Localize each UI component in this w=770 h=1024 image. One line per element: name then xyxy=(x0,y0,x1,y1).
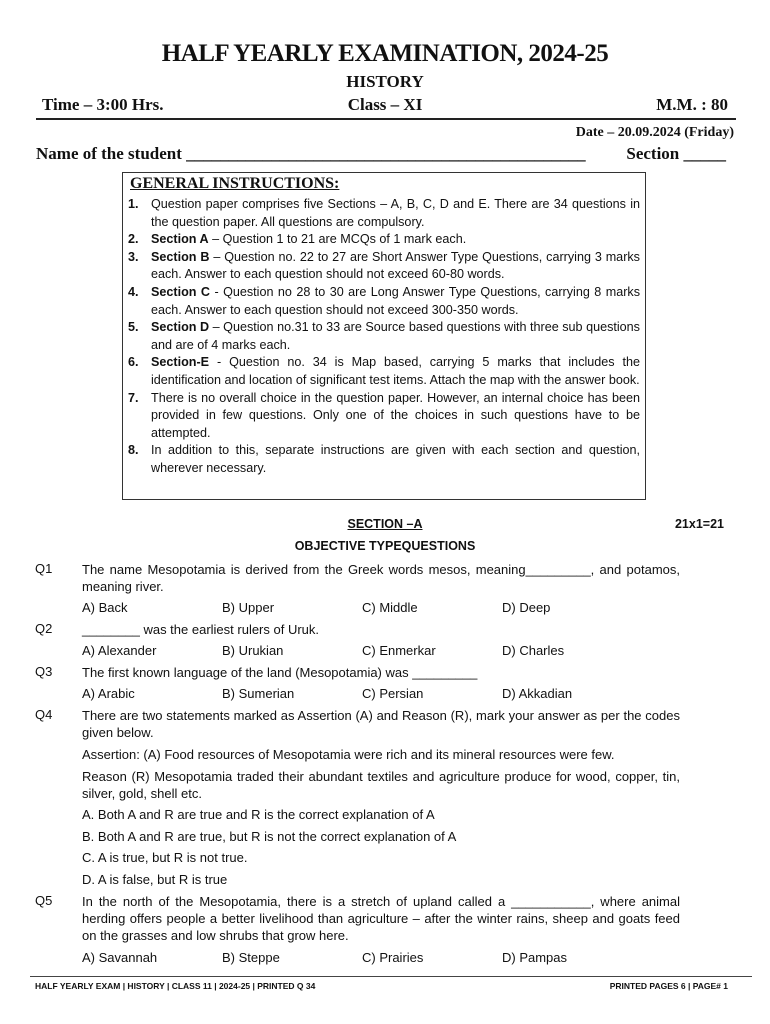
exam-title: HALF YEARLY EXAMINATION, 2024-25 xyxy=(161,40,609,67)
question-text: The first known language of the land (Mesopotamia) was _________ xyxy=(82,665,478,680)
header-divider xyxy=(36,118,736,120)
instructions-list xyxy=(128,196,640,478)
option: A) Arabic xyxy=(82,686,135,701)
instruction-item: 8. In addition to this, separate instructions are given with each section and question, wherever necessary. xyxy=(128,443,640,475)
option: C. A is true, but R is not true. xyxy=(82,850,248,865)
reason-text: Reason (R) Mesopotamia traded their abundant textiles and agriculture produce for wood, copper, tin, silver, gold, shell etc. xyxy=(82,769,680,801)
exam-date: Date – 20.09.2024 (Friday) xyxy=(575,125,734,140)
assertion-text: Assertion: (A) Food resources of Mesopotamia were rich and its mineral resources were few. xyxy=(82,747,615,762)
question-text: The name Mesopotamia is derived from the Greek words mesos, meaning_________, and potamos, meaning river. xyxy=(82,562,680,594)
question-number: Q5 xyxy=(35,893,53,908)
option: B) Urukian xyxy=(222,643,284,658)
option: D) Akkadian xyxy=(502,686,573,701)
question-text: ________ was the earliest rulers of Uruk. xyxy=(82,622,320,637)
question-number: Q1 xyxy=(35,561,53,576)
option: B) Steppe xyxy=(222,950,280,965)
subject-heading: HISTORY xyxy=(346,72,424,91)
option: B) Upper xyxy=(222,600,275,615)
question-number: Q4 xyxy=(35,707,53,722)
footer-info: HALF YEARLY EXAM | HISTORY | CLASS 11 | 2024-25 | PRINTED Q 34 xyxy=(35,981,316,991)
option: A) Alexander xyxy=(82,643,157,658)
instruction-item: 4. Section C - Question no 28 to 30 are Long Answer Type Questions, carrying 8 marks each. Answer to each question should not exceed 300-350 words. xyxy=(128,284,640,317)
exam-time: Time – 3:00 Hrs. xyxy=(42,95,164,114)
footer-divider xyxy=(30,976,752,977)
section-a-heading: SECTION –A xyxy=(347,517,423,531)
option: C) Enmerkar xyxy=(362,643,436,658)
max-marks: M.M. : 80 xyxy=(656,95,728,114)
question-number: Q2 xyxy=(35,621,53,636)
option: D. A is false, but R is true xyxy=(82,872,228,887)
instructions-title: GENERAL INSTRUCTIONS: xyxy=(130,175,340,192)
option: C) Persian xyxy=(362,686,424,701)
instruction-item: 2. Section A – Question 1 to 21 are MCQs of 1 mark each. xyxy=(128,232,467,247)
instruction-item: 5. Section D – Question no.31 to 33 are Source based questions with three sub questions and are of 4 marks each. xyxy=(128,320,640,352)
section-a-marks: 21x1=21 xyxy=(674,517,724,531)
question-text: In the north of the Mesopotamia, there is a stretch of upland called a ___________, where animal herding offers people a better livelihood than agriculture – after the winter rains, sheep and goats feed on the grasses and low shrubs that grow here. xyxy=(82,894,680,943)
question-number: Q3 xyxy=(35,664,53,679)
question-text: There are two statements marked as Assertion (A) and Reason (R), mark your answer as per the codes given below. xyxy=(82,708,680,740)
option: C) Middle xyxy=(362,600,418,615)
option: A. Both A and R are true and R is the correct explanation of A xyxy=(82,807,435,822)
option: A) Savannah xyxy=(82,950,158,965)
option: A) Back xyxy=(82,600,128,615)
objective-subheading: OBJECTIVE TYPEQUESTIONS xyxy=(294,539,476,553)
instruction-item: 3. Section B – Question no. 22 to 27 are Short Answer Type Questions, carrying 3 marks each. Answer to each question should not exceed 60-80 words. xyxy=(128,249,640,282)
option: B. Both A and R are true, but R is not the correct explanation of A xyxy=(82,829,457,844)
instruction-item: 1. Question paper comprises five Sections – A, B, C, D and E. There are 34 questions in the question paper. All questions are compulsory. xyxy=(128,197,640,229)
instruction-item: 6. Section-E - Question no. 34 is Map based, carrying 5 marks that includes the identification and location of significant test items. Attach the map with the answer book. xyxy=(128,355,640,387)
page-number: PRINTED PAGES 6 | PAGE# 1 xyxy=(609,981,728,991)
instruction-item: 7. There is no overall choice in the question paper. However, an internal choice has been provided in few questions. Only one of the choices in such questions have to be attempted. xyxy=(128,390,640,440)
option: B) Sumerian xyxy=(222,686,295,701)
option: C) Prairies xyxy=(362,950,424,965)
option: D) Deep xyxy=(502,600,551,615)
option: D) Charles xyxy=(502,643,565,658)
option: D) Pampas xyxy=(502,950,568,965)
section-field: Section _____ xyxy=(626,144,726,163)
class-label: Class – XI xyxy=(347,95,423,114)
student-name-field: Name of the student _______________________________________________ xyxy=(36,144,586,163)
